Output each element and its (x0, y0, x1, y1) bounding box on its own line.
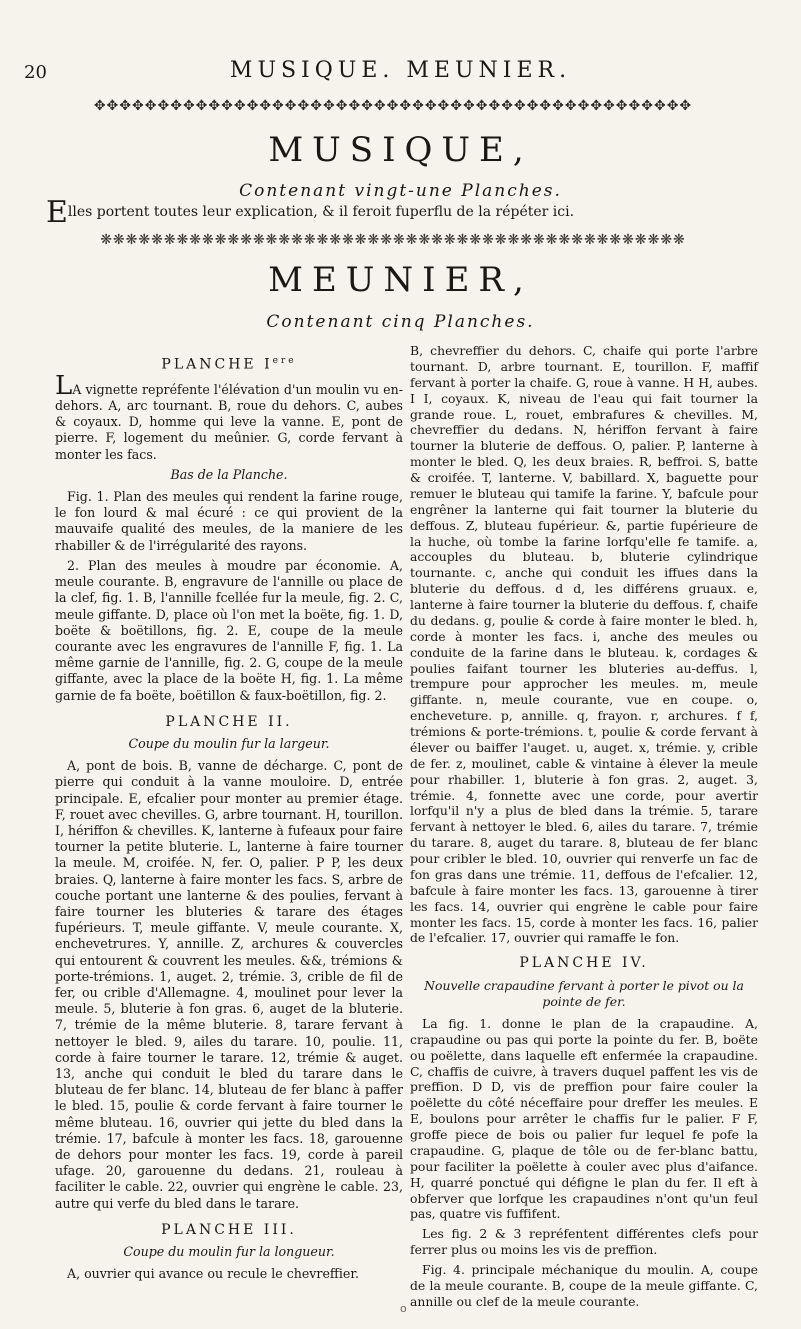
footer-mark: o (400, 1302, 407, 1315)
planche-2-heading: PLANCHE II. (165, 713, 293, 730)
planche-3-heading: PLANCHE III. (161, 1221, 297, 1238)
ornament-band-middle: ❋❋❋❋❋❋❋❋❋❋❋❋❋❋❋❋❋❋❋❋❋❋❋❋❋❋❋❋❋❋❋❋❋❋❋❋❋❋❋❋❋❋❋❋❋❋ (100, 232, 686, 248)
planche-1-text: LA vignette repréfente l'élévation d'un moulin vu en-dehors. A, arc tournant. B, roue du dehors. C, aubes & coyaux. D, homme qui leve la vanne. E, pont de pierre. F, logement du meûnier. G, corde fervant à monter les facs. (55, 370, 403, 462)
planche-2-text: A, pont de bois. B, vanne de décharge. C, pont de pierre qui conduit à la vanne mouloire. D, entrée principale. E, efcalier pour monter au premier étage. F, rouet avec chevilles. G, arbre tournant. H, tourillon. I, hériffon & chevilles. K, lanterne à fufeaux pour faire tourner la petite bluterie. L, lanterne à faire tourner la meule. M, croifée. N, fer. O, palier. P P, les deux braies. Q, lanterne à faire monter les facs. S, arbre de couche portant une lanterne & des poulies, fervant à faire tourner les bluteries & tarare des étages fupérieurs. T, meule giffante. V, meule courante. X, enchevetrures. Y, annille. Z, archures & couvercles qui entourent & couvrent les meules. &&, trémions & porte-trémions. 1, auget. 2, trémie. 3, crible de fil de fer, ou crible d'Allemagne. 4, moulinet pour lever la meule. 5, bluterie à fon gras. 6, auget de la bluterie. 7, trémie de la même bluterie. 8, tarare fervant à nettoyer le bled. 9, ailes du tarare. 10, poulie. 11, corde à faire tourner le tarare. 12, trémie & auget. 13, anche qui conduit le bled du tarare dans le bluteau de fer blanc. 14, bluteau de fer blanc à paffer le bled. 15, poulie & corde fervant à faire tourner le même bluteau. 16, ouvrier qui jette du bled dans la trémie. 17, bafcule à monter les facs. 18, garouenne de dehors pour monter les facs. 19, corde à pareil ufage. 20, garouenne du dedans. 21, rouleau à faciliter le cable. 22, ouvrier qui engrène le cable. 23, autre qui verfe du bled dans le tarare. (55, 758, 403, 1211)
musique-title: MUSIQUE, (268, 130, 533, 170)
planche-1-heading: PLANCHE Iere (161, 356, 297, 373)
intro-text: lles portent toutes leur explication, & il feroit fuperflu de la répéter ici. (67, 204, 575, 220)
planche-3-text: A, ouvrier qui avance ou recule le chevreffier. (67, 1266, 359, 1282)
fig-1-text: Fig. 1. Plan des meules qui rendent la farine rouge, le fon lourd & mal écuré : ce qui provient de la mauvaife qualité des meules, de la maniere de les rhabiller & de l'irrégularité des rayons. (55, 489, 403, 553)
planche-3-continued: B, chevreffier du dehors. C, chaife qui porte l'arbre tournant. D, arbre tournant. E, tourillon. F, maffif fervant à porter la chaife. G, roue à vanne. H H, aubes. I I, coyaux. K, niveau de l'eau qui fait tourner la grande roue. L, rouet, embrafures & chevilles. M, chevreffier du dedans. N, hériffon fervant à faire tourner la bluterie de deffous. O, palier. P, lanterne à monter le bled. Q, les deux braies. R, beffroi. S, batte & croifée. T, lanterne. V, babillard. X, baguette pour remuer le bluteau qui tamife la farine. Y, bafcule pour engrêner la lanterne qui fait tourner la bluterie du deffous. Z, bluteau fupérieur. &, partie fupérieure de la huche, où tombe la farine lorfqu'elle fe tamife. a, accouples du bluteau. b, bluterie cylindrique tournante. c, anche qui conduit les iffues dans la bluterie du deffous. d d, les différens gruaux. e, lanterne à faire tourner la bluterie du deffous. f, chaife du dedans. g, poulie & corde à faire monter le bled. h, corde à monter les facs. i, anche des meules ou conduite de la farine dans le bluteau. k, cordages & poulies faifant tourner les bluteries au-deffus. l, trempure pour approcher les meules. m, meule giffante. n, meule courante, vue en coupe. o, encheveture. p, annille. q, frayon. r, archures. f f, trémions & porte-trémions. t, poulie & corde fervant à élever ou baiffer l'auget. u, auget. x, trémie. y, crible de fer. z, moulinet, cable & vintaine à élever la meule pour rhabiller. 1, bluterie à fon gras. 2, auget. 3, trémie. 4, fonnette avec une corde, pour avertir lorfqu'il n'y a plus de bled dans la trémie. 5, tarare fervant à nettoyer le bled. 6, ailes du tarare. 7, trémie du tarare. 8, auget du tarare. 8, bluteau de fer blanc pour cribler le bled. 10, ouvrier qui renverfe un fac de fon gras dans une trémie. 11, deffous de l'efcalier. 12, bafcule à faire monter les facs. 13, garouenne à tirer les facs. 14, ouvrier qui engrène le cable pour faire monter les facs. 15, corde à monter les facs. 16, palier de l'efcalier. 17, ouvrier qui ramaffe le fon. (410, 343, 758, 946)
meunier-subtitle: Contenant cinq Planches. (266, 312, 535, 332)
fig-2-text: 2. Plan des meules à moudre par économie. A, meule courante. B, engravure de l'annille ou place de la clef, fig. 1. B, l'annille fcellée fur la meule, fig. 2. C, meule giffante. D, place où l'on met la boëte, fig. 1. D, boëte & boëtillons, fig. 2. E, coupe de la meule courante avec les engravures de l'annille F, fig. 1. La même garnie de l'annille, fig. 2. G, coupe de la meule giffante, avec la place de la boëte H, fig. 1. La même garnie de fa boëte, boëtillon & faux-boëtillon, fig. 2. (55, 557, 403, 703)
right-column (410, 343, 758, 1314)
page-number: 20 (24, 62, 47, 83)
planche-3-subtitle: Coupe du moulin fur la longueur. (123, 1244, 335, 1260)
intro-initial: E (46, 195, 68, 230)
running-head: MUSIQUE. MEUNIER. (229, 58, 572, 83)
bas-de-planche: Bas de la Planche. (170, 466, 288, 482)
planche-4-subtitle: Nouvelle crapaudine fervant à porter le pivot ou la pointe de fer. (424, 978, 744, 1009)
planche-4-heading: PLANCHE IV. (519, 955, 649, 972)
planche-4-fig-1: La fig. 1. donne le plan de la crapaudine. A, crapaudine ou pas qui porte la pointe du fer. B, boëte ou poëlette, dans laquelle eft enfermée la crapaudine. C, chaffis de cuivre, à travers duquel paffent les vis de preffion. D D, vis de preffion pour faire couler la poëlette du côté néceffaire pour dreffer les meules. E E, boulons pour arrêter le chaffis fur le palier. F F, groffe piece de bois ou palier fur lequel fe pofe la crapaudine. G, plaque de tôle ou de fer-blanc battu, pour faciliter la poëlette à couler avec plus d'aifance. H, quarré ponctué qui défigne le plan du fer. Il eft à obferver que lorfque les crapaudines n'ont qu'un feul pas, quatre vis fuffifent. (410, 1015, 758, 1222)
meunier-title: MEUNIER, (268, 260, 533, 300)
planche-2-subtitle: Coupe du moulin fur la largeur. (128, 735, 330, 751)
musique-intro (46, 195, 761, 230)
ornament-band-top: ✥✥✥✥✥✥✥✥✥✥✥✥✥✥✥✥✥✥✥✥✥✥✥✥✥✥✥✥✥✥✥✥✥✥✥✥✥✥✥✥✥✥✥✥✥✥✥ (93, 98, 693, 114)
left-column (55, 343, 403, 1286)
planche-4-fig-4: Fig. 4. principale méchanique du moulin. A, coupe de la meule courante. B, coupe de la meule giffante. C, annille ou clef de la meule courante. (410, 1262, 758, 1309)
planche-4-fig-2-3: Les fig. 2 & 3 repréfentent différentes clefs pour ferrer plus ou moins les vis de preffion. (410, 1226, 758, 1258)
musique-subtitle: Contenant vingt-une Planches. (239, 181, 562, 201)
